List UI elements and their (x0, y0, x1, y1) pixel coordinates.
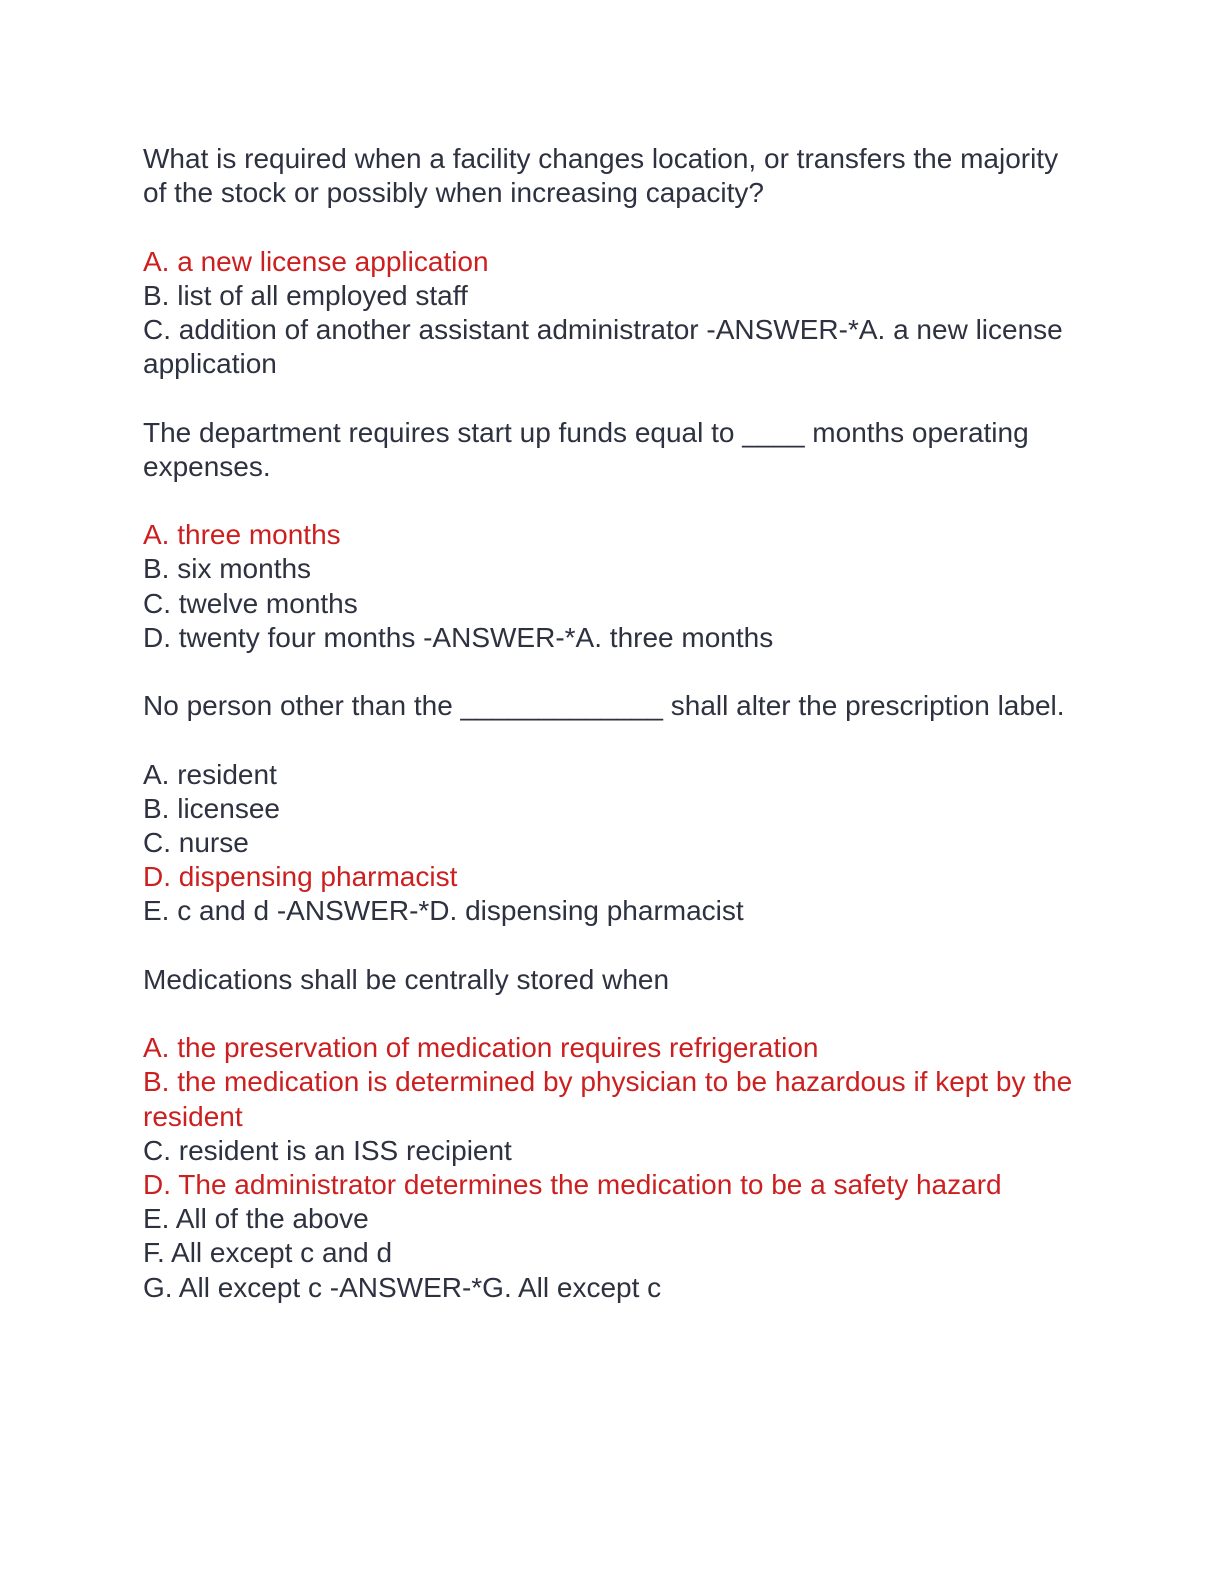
question-block (143, 689, 1083, 928)
option-item: B. licensee (143, 792, 280, 824)
option-item: A. resident (143, 758, 277, 790)
option-item: D. twenty four months -ANSWER-*A. three months (143, 621, 774, 653)
question-text: No person other than the _____________ shall alter the prescription label. (143, 690, 1065, 722)
spacer (143, 929, 1083, 963)
spacer (143, 484, 1083, 518)
option-item: C. nurse (143, 826, 249, 858)
option-item: D. The administrator determines the medication to be a safety hazard (143, 1168, 1002, 1200)
question-block (143, 416, 1083, 655)
option-item: A. the preservation of medication requires refrigeration (143, 1032, 819, 1064)
option-list (143, 245, 1083, 382)
question-block (143, 963, 1083, 1305)
option-item: A. a new license application (143, 245, 489, 277)
spacer (143, 655, 1083, 689)
question-block (143, 142, 1083, 381)
document-page (143, 142, 1083, 1305)
spacer (143, 381, 1083, 415)
option-item: C. addition of another assistant administrator -ANSWER-*A. a new license application (143, 314, 1063, 380)
option-item: D. dispensing pharmacist (143, 861, 458, 893)
option-item: A. three months (143, 519, 341, 551)
spacer (143, 997, 1083, 1031)
option-item: E. c and d -ANSWER-*D. dispensing pharmacist (143, 895, 744, 927)
spacer (143, 723, 1083, 757)
question-text: Medications shall be centrally stored when (143, 963, 670, 995)
option-item: B. the medication is determined by physician to be hazardous if kept by the resident (143, 1066, 1073, 1132)
option-item: G. All except c -ANSWER-*G. All except c (143, 1271, 662, 1303)
option-item: C. resident is an ISS recipient (143, 1134, 512, 1166)
option-list (143, 758, 1083, 929)
spacer (143, 210, 1083, 244)
question-text: What is required when a facility changes location, or transfers the majority of the stock or possibly when increasing capacity? (143, 143, 1059, 209)
question-text: The department requires start up funds equal to ____ months operating expenses. (143, 416, 1029, 482)
option-list (143, 1031, 1083, 1305)
option-list (143, 518, 1083, 655)
option-item: F. All except c and d (143, 1237, 393, 1269)
option-item: E. All of the above (143, 1203, 369, 1235)
option-item: B. list of all employed staff (143, 279, 468, 311)
option-item: B. six months (143, 553, 312, 585)
option-item: C. twelve months (143, 587, 358, 619)
